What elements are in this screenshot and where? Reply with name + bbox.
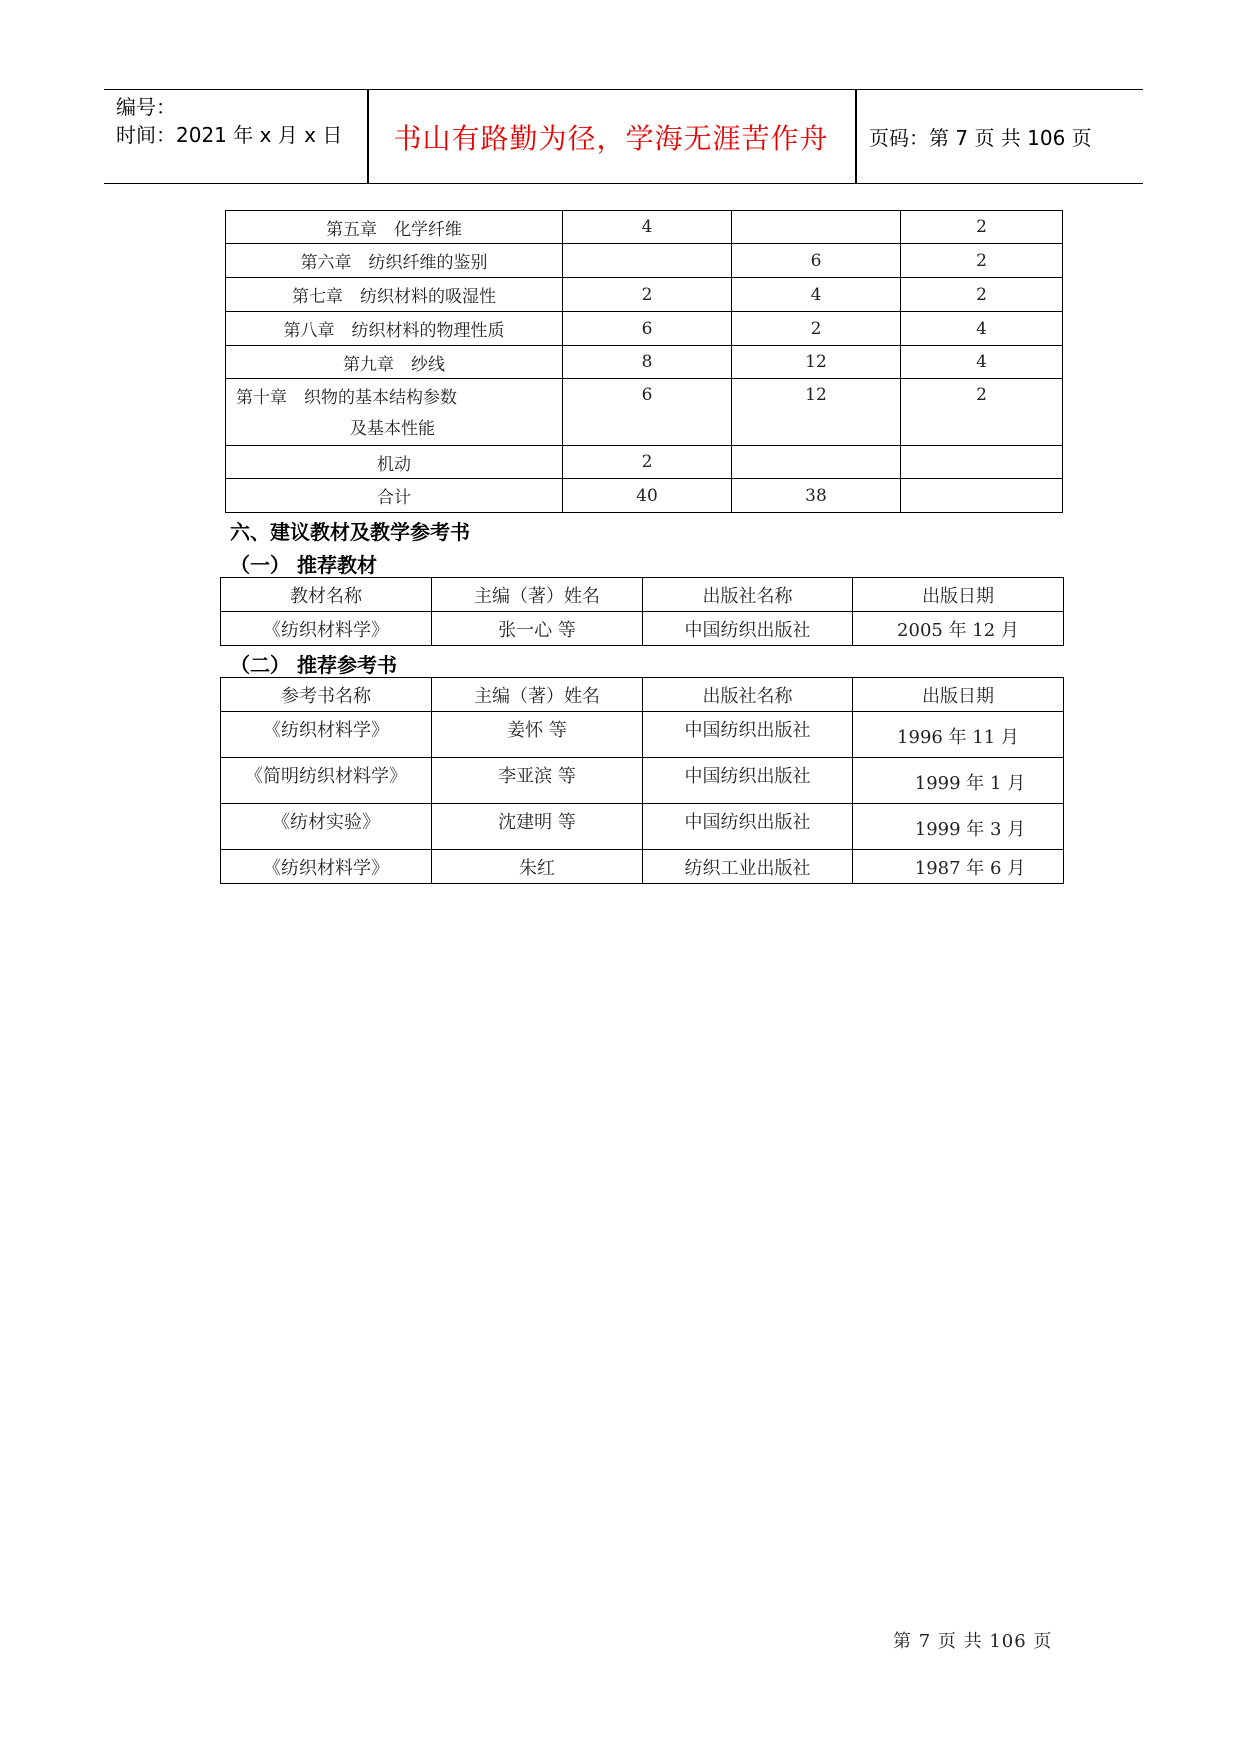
table-cell: 4 — [732, 278, 901, 312]
subsection-heading: （二） 推荐参考书 — [230, 653, 397, 677]
book-title: 《纺材实验》 — [221, 804, 432, 850]
chapter-name: 合计 — [226, 479, 563, 513]
book-author: 张一心 等 — [432, 612, 643, 646]
book-title: 《纺织材料学》 — [221, 612, 432, 646]
table-cell — [901, 446, 1063, 479]
table-row — [221, 804, 1064, 850]
table-cell: 2 — [563, 278, 732, 312]
book-publisher: 中国纺织出版社 — [643, 612, 853, 646]
book-date: 2005 年 12 月 — [853, 612, 1064, 646]
header-motto: 书山有路勤为径，学海无涯苦作舟 — [393, 121, 829, 155]
table-cell: 12 — [732, 346, 901, 379]
book-publisher: 中国纺织出版社 — [643, 712, 853, 758]
book-publisher: 中国纺织出版社 — [643, 758, 853, 804]
table-cell: 6 — [732, 244, 901, 278]
table-cell — [732, 446, 901, 479]
page-footer: 第 7 页 共 106 页 — [893, 1631, 1053, 1652]
table-cell: 2 — [901, 278, 1063, 312]
column-header: 主编（著）姓名 — [432, 578, 643, 612]
table-cell — [563, 244, 732, 278]
header-meta — [116, 93, 342, 149]
table-cell: 12 — [732, 379, 901, 446]
table-cell: 40 — [563, 479, 732, 513]
column-header: 出版日期 — [853, 678, 1064, 712]
table-cell — [901, 479, 1063, 513]
chapter-name: 第八章 纺织材料的物理性质 — [226, 312, 563, 346]
book-title: 《纺织材料学》 — [221, 712, 432, 758]
header-divider — [855, 90, 857, 183]
chapter-name: 第六章 纺织纤维的鉴别 — [226, 244, 563, 278]
page-header — [104, 89, 1143, 184]
document-number-label: 编号： — [116, 95, 176, 119]
chapter-name: 第七章 纺织材料的吸湿性 — [226, 278, 563, 312]
chapter-name: 第九章 纱线 — [226, 346, 563, 379]
table-cell: 8 — [563, 346, 732, 379]
table-row — [226, 446, 1063, 479]
table-row — [226, 346, 1063, 379]
table-row — [226, 312, 1063, 346]
table-header-row — [221, 678, 1064, 712]
book-date: 1999 年 1 月 — [853, 758, 1064, 804]
table-cell: 6 — [563, 312, 732, 346]
book-date: 1996 年 11 月 — [853, 712, 1064, 758]
book-title: 《简明纺织材料学》 — [221, 758, 432, 804]
book-publisher: 中国纺织出版社 — [643, 804, 853, 850]
table-cell: 38 — [732, 479, 901, 513]
textbook-table — [220, 577, 1064, 646]
table-cell: 4 — [901, 312, 1063, 346]
reference-table — [220, 677, 1064, 884]
chapter-name: 机动 — [226, 446, 563, 479]
book-title: 《纺织材料学》 — [221, 850, 432, 884]
document-time: 时间：2021 年 x 月 x 日 — [116, 123, 343, 147]
chapter-name: 第五章 化学纤维 — [226, 211, 563, 244]
table-row — [221, 758, 1064, 804]
table-row — [221, 850, 1064, 884]
book-author: 朱红 — [432, 850, 643, 884]
table-row — [221, 712, 1064, 758]
column-header: 出版社名称 — [643, 678, 853, 712]
table-row — [226, 379, 1063, 446]
table-row — [221, 612, 1064, 646]
book-publisher: 纺织工业出版社 — [643, 850, 853, 884]
table-row — [226, 244, 1063, 278]
book-date: 1987 年 6 月 — [853, 850, 1064, 884]
section-heading: 六、建议教材及教学参考书 — [230, 520, 470, 544]
chapter-name-line: 及基本性能 — [350, 419, 435, 439]
header-page-info: 页码：第 7 页 共 106 页 — [869, 126, 1092, 150]
table-cell: 2 — [563, 446, 732, 479]
table-cell — [732, 211, 901, 244]
table-cell: 2 — [732, 312, 901, 346]
table-row — [226, 278, 1063, 312]
table-header-row — [221, 578, 1064, 612]
table-cell: 6 — [563, 379, 732, 446]
table-row — [226, 479, 1063, 513]
table-cell: 2 — [901, 211, 1063, 244]
column-header: 参考书名称 — [221, 678, 432, 712]
column-header: 出版日期 — [853, 578, 1064, 612]
chapter-name — [226, 379, 563, 446]
book-author: 李亚滨 等 — [432, 758, 643, 804]
table-cell: 4 — [563, 211, 732, 244]
book-author: 姜怀 等 — [432, 712, 643, 758]
column-header: 教材名称 — [221, 578, 432, 612]
chapter-name-line: 第十章 织物的基本结构参数 — [236, 388, 457, 408]
book-date: 1999 年 3 月 — [853, 804, 1064, 850]
subsection-heading: （一） 推荐教材 — [230, 553, 377, 577]
table-row — [226, 211, 1063, 244]
book-author: 沈建明 等 — [432, 804, 643, 850]
hours-table — [225, 210, 1063, 513]
table-cell: 4 — [901, 346, 1063, 379]
column-header: 主编（著）姓名 — [432, 678, 643, 712]
table-cell: 2 — [901, 244, 1063, 278]
table-cell: 2 — [901, 379, 1063, 446]
column-header: 出版社名称 — [643, 578, 853, 612]
